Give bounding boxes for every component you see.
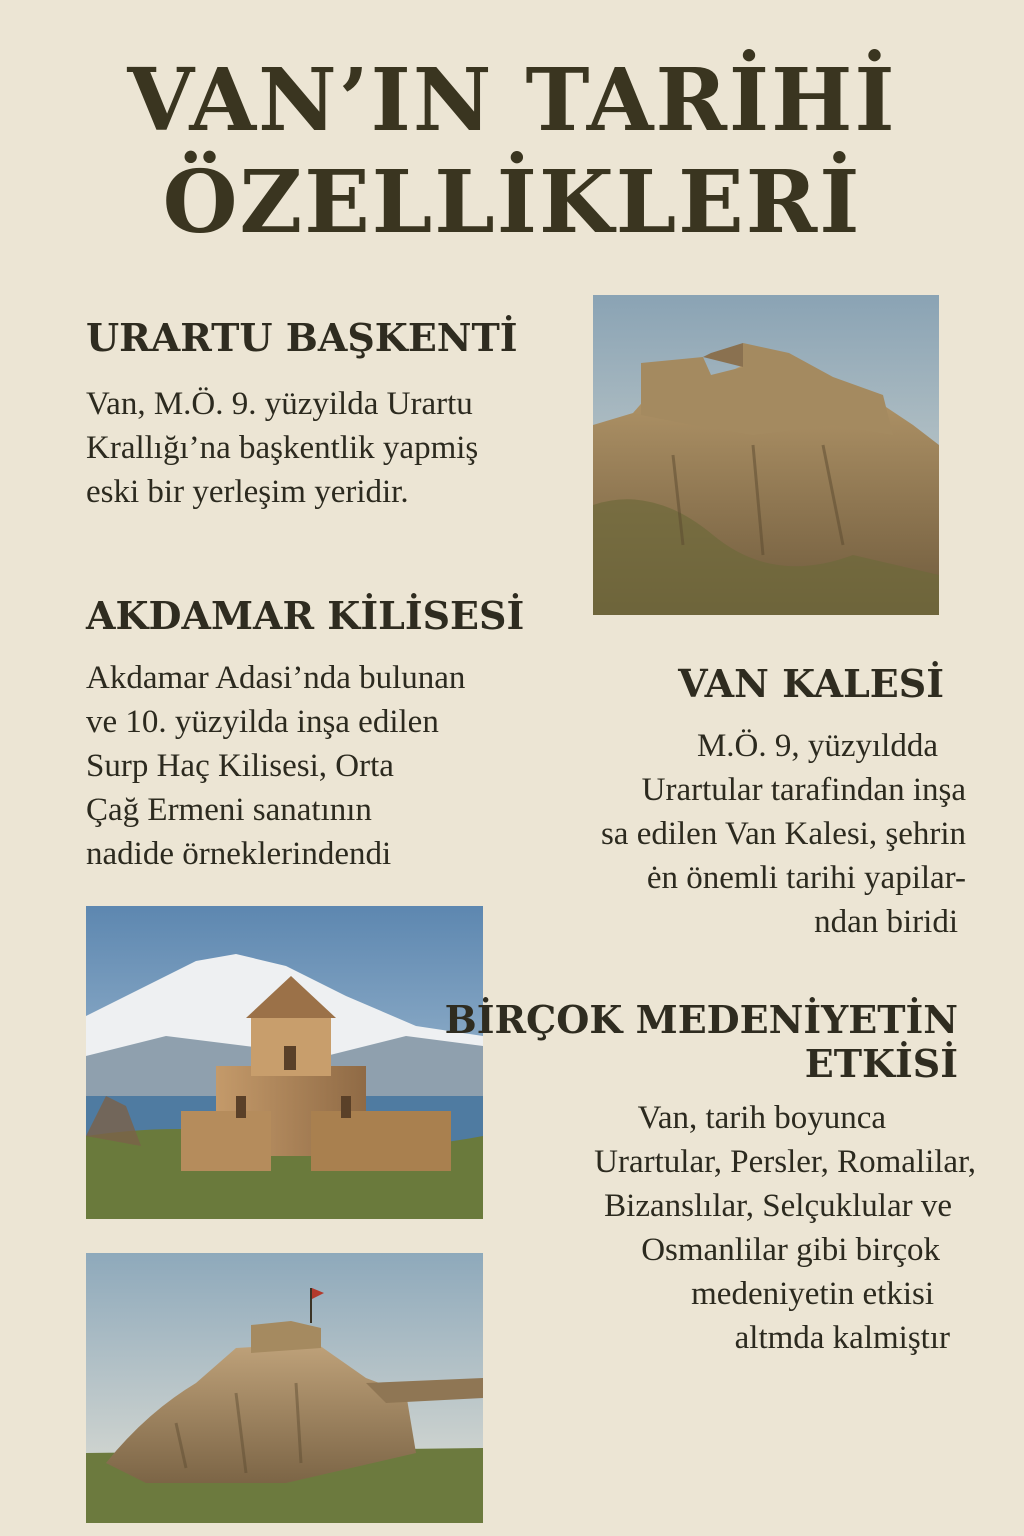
medeniyet-line: Bizanslılar, Selçuklular ve <box>604 1188 952 1224</box>
urartu-text <box>86 382 478 514</box>
kale-line: ndan biridi <box>814 904 958 940</box>
kale-text <box>601 724 966 944</box>
medeniyet-heading <box>445 998 958 1085</box>
akdamar-line: ve 10. yüzyilda inşa edilen <box>86 704 439 740</box>
akdamar-church-image <box>86 906 483 1219</box>
kale-line: Urartular tarafindan inşa <box>641 772 966 808</box>
urartu-line: Krallığı’na başkentlik yapmiş <box>86 430 479 466</box>
kale-line: sa edilen Van Kalesi, şehrin <box>600 816 966 852</box>
urartu-line: Van, M.Ö. 9. yüzyilda Urartu <box>86 386 473 422</box>
kale-line: ėn önemli tarihi yapilar- <box>646 860 966 896</box>
page-title-line2: ÖZELLİKLERİ <box>162 152 862 253</box>
akdamar-line: nadide örneklerindendi <box>86 836 392 872</box>
medeniyet-line: Van, tarih boyunca <box>637 1100 886 1136</box>
akdamar-line: Surp Haç Kilisesi, Orta <box>86 748 394 784</box>
akdamar-text <box>86 656 465 876</box>
fortress-cliff-image <box>593 295 939 615</box>
akdamar-line: Akdamar Adasi’nda bulunan <box>86 660 466 696</box>
urartu-heading: URARTU BAŞKENTİ <box>86 315 518 360</box>
medeniyet-heading-line1: BİRÇOK MEDENİYETİN <box>444 997 958 1042</box>
medeniyet-line: altmda kalmiştır <box>734 1320 950 1356</box>
medeniyet-line: Urartular, Persler, Romalilar, <box>594 1144 976 1180</box>
medeniyet-heading-line2: ETKİSİ <box>804 1040 958 1086</box>
urartu-line: eski bir yerleşim yeridir. <box>86 474 409 510</box>
medeniyet-line: Osmanlilar gibi birçok <box>641 1232 940 1268</box>
page-title-line1: VAN’IN TARİHİ <box>127 50 897 151</box>
akdamar-heading: AKDAMAR KİLİSESİ <box>86 593 525 638</box>
kale-heading: VAN KALESİ <box>678 661 944 706</box>
kale-line: M.Ö. 9, yüzyıldda <box>696 728 938 764</box>
medeniyet-text <box>594 1096 976 1360</box>
akdamar-line: Çağ Ermeni sanatının <box>86 792 372 828</box>
van-castle-hill-image <box>86 1253 483 1523</box>
medeniyet-line: medeniyetin etkisi <box>691 1276 934 1312</box>
